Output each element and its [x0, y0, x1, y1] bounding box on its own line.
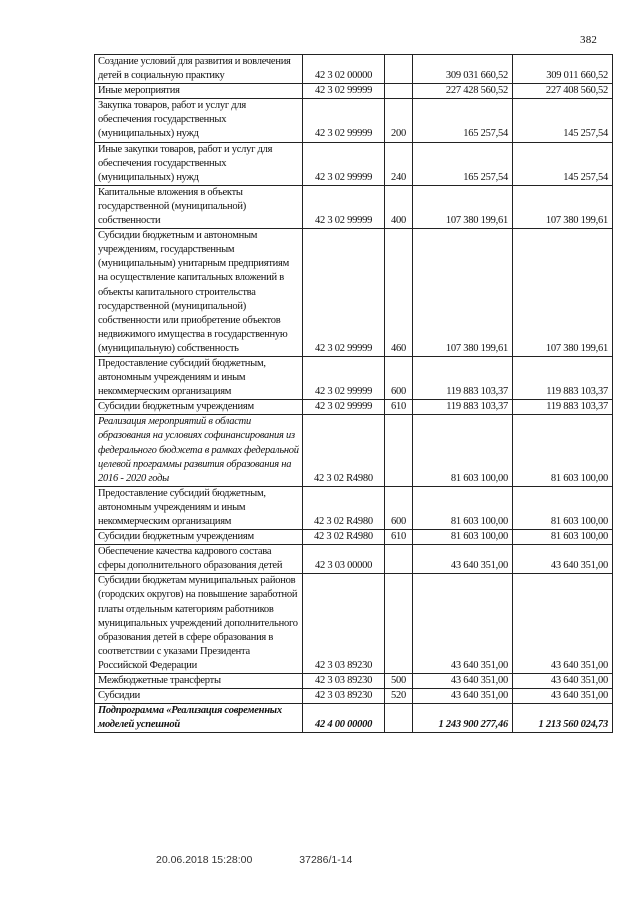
table-row	[95, 415, 613, 486]
row-code: 42 3 02 99999	[303, 185, 385, 228]
row-amount-2: 309 011 660,52	[513, 55, 613, 84]
row-expense-type: 200	[385, 99, 413, 142]
row-amount-1: 107 380 199,61	[413, 229, 513, 357]
row-expense-type: 240	[385, 142, 413, 185]
table-row-subprogram	[95, 704, 613, 733]
row-expense-type	[385, 84, 413, 99]
table-row	[95, 55, 613, 84]
row-amount-1: 43 640 351,00	[413, 674, 513, 689]
row-amount-1: 119 883 103,37	[413, 400, 513, 415]
row-code: 42 3 03 00000	[303, 545, 385, 574]
row-code: 42 3 03 89230	[303, 574, 385, 674]
table-row	[95, 142, 613, 185]
table-row	[95, 185, 613, 228]
table-row	[95, 99, 613, 142]
page-number: 382	[580, 34, 598, 46]
row-amount-2: 81 603 100,00	[513, 486, 613, 529]
table-row	[95, 229, 613, 357]
row-expense-type	[385, 55, 413, 84]
table-row	[95, 400, 613, 415]
row-expense-type: 610	[385, 400, 413, 415]
row-amount-1: 81 603 100,00	[413, 415, 513, 486]
row-amount-2: 81 603 100,00	[513, 530, 613, 545]
row-code: 42 3 03 89230	[303, 674, 385, 689]
row-amount-2: 227 408 560,52	[513, 84, 613, 99]
row-expense-type: 600	[385, 486, 413, 529]
row-amount-1: 43 640 351,00	[413, 689, 513, 704]
row-name: Межбюджетные трансферты	[95, 674, 303, 689]
row-code: 42 3 02 R4980	[303, 530, 385, 545]
row-amount-2: 145 257,54	[513, 99, 613, 142]
row-name: Предоставление субсидий бюджетным, автономным учреждениям и иным некоммерческим организациям	[95, 486, 303, 529]
row-amount-1: 119 883 103,37	[413, 356, 513, 399]
row-code: 42 3 02 99999	[303, 142, 385, 185]
row-amount-2: 81 603 100,00	[513, 415, 613, 486]
row-code: 42 3 02 99999	[303, 229, 385, 357]
budget-table	[94, 54, 613, 733]
row-amount-1: 165 257,54	[413, 99, 513, 142]
row-expense-type: 460	[385, 229, 413, 357]
row-expense-type: 500	[385, 674, 413, 689]
row-amount-2: 43 640 351,00	[513, 674, 613, 689]
page-footer	[156, 854, 396, 866]
row-code: 42 3 02 99999	[303, 356, 385, 399]
row-amount-2: 43 640 351,00	[513, 574, 613, 674]
row-amount-1: 43 640 351,00	[413, 545, 513, 574]
row-amount-1: 81 603 100,00	[413, 486, 513, 529]
row-name: Иные закупки товаров, работ и услуг для обеспечения государственных (муниципальных) нужд	[95, 142, 303, 185]
row-code: 42 3 02 00000	[303, 55, 385, 84]
footer-doc-number: 37286/1-14	[299, 854, 353, 866]
table-row	[95, 356, 613, 399]
row-expense-type: 520	[385, 689, 413, 704]
row-name: Субсидии бюджетам муниципальных районов (городских округов) на повышение заработной платы отдельным категориям работников муниципальных учреждений дополнительного образования детей в сфере образования в соответствии с указами Президента Российской Федерации	[95, 574, 303, 674]
row-code: 42 3 02 99999	[303, 84, 385, 99]
row-amount-1: 309 031 660,52	[413, 55, 513, 84]
row-amount-1: 107 380 199,61	[413, 185, 513, 228]
row-expense-type	[385, 545, 413, 574]
table-row	[95, 574, 613, 674]
footer-datetime: 20.06.2018 15:28:00	[156, 854, 253, 866]
row-code: 42 3 02 R4980	[303, 486, 385, 529]
row-amount-1: 165 257,54	[413, 142, 513, 185]
row-name: Подпрограмма «Реализация современных моделей успешной	[95, 704, 303, 733]
row-name: Субсидии	[95, 689, 303, 704]
row-expense-type	[385, 704, 413, 733]
row-expense-type: 610	[385, 530, 413, 545]
row-code: 42 3 02 99999	[303, 99, 385, 142]
row-amount-2: 119 883 103,37	[513, 356, 613, 399]
row-amount-2: 43 640 351,00	[513, 545, 613, 574]
row-name: Субсидии бюджетным и автономным учреждениям, государственным (муниципальным) унитарным предприятиям на осуществление капитальных вложений в объекты капитального строительства государственной (муниципальной) собственности или приобретение объектов недвижимого имущества в государственную (муниципальную) собственность	[95, 229, 303, 357]
row-amount-1: 227 428 560,52	[413, 84, 513, 99]
row-name: Иные мероприятия	[95, 84, 303, 99]
row-code: 42 3 03 89230	[303, 689, 385, 704]
row-name: Субсидии бюджетным учреждениям	[95, 400, 303, 415]
row-code: 42 3 02 R4980	[303, 415, 385, 486]
row-expense-type	[385, 574, 413, 674]
row-name: Создание условий для развития и вовлечения детей в социальную практику	[95, 55, 303, 84]
row-amount-1: 43 640 351,00	[413, 574, 513, 674]
table-row	[95, 486, 613, 529]
row-expense-type: 600	[385, 356, 413, 399]
row-name: Предоставление субсидий бюджетным, автономным учреждениям и иным некоммерческим организациям	[95, 356, 303, 399]
row-amount-1: 81 603 100,00	[413, 530, 513, 545]
row-amount-2: 119 883 103,37	[513, 400, 613, 415]
row-amount-2: 107 380 199,61	[513, 185, 613, 228]
row-amount-2: 43 640 351,00	[513, 689, 613, 704]
row-code: 42 3 02 99999	[303, 400, 385, 415]
table-row	[95, 545, 613, 574]
row-name: Капитальные вложения в объекты государственной (муниципальной) собственности	[95, 185, 303, 228]
table-row	[95, 674, 613, 689]
row-amount-2: 107 380 199,61	[513, 229, 613, 357]
row-expense-type	[385, 415, 413, 486]
row-name: Обеспечение качества кадрового состава сферы дополнительного образования детей	[95, 545, 303, 574]
row-amount-2: 145 257,54	[513, 142, 613, 185]
row-expense-type: 400	[385, 185, 413, 228]
table-row	[95, 689, 613, 704]
table-row	[95, 84, 613, 99]
row-name: Реализация мероприятий в области образования на условиях софинансирования из федерального бюджета в рамках федеральной целевой программы развития образования на 2016 - 2020 годы	[95, 415, 303, 486]
row-amount-2: 1 213 560 024,73	[513, 704, 613, 733]
row-name: Субсидии бюджетным учреждениям	[95, 530, 303, 545]
row-amount-1: 1 243 900 277,46	[413, 704, 513, 733]
row-code: 42 4 00 00000	[303, 704, 385, 733]
row-name: Закупка товаров, работ и услуг для обеспечения государственных (муниципальных) нужд	[95, 99, 303, 142]
table-row	[95, 530, 613, 545]
